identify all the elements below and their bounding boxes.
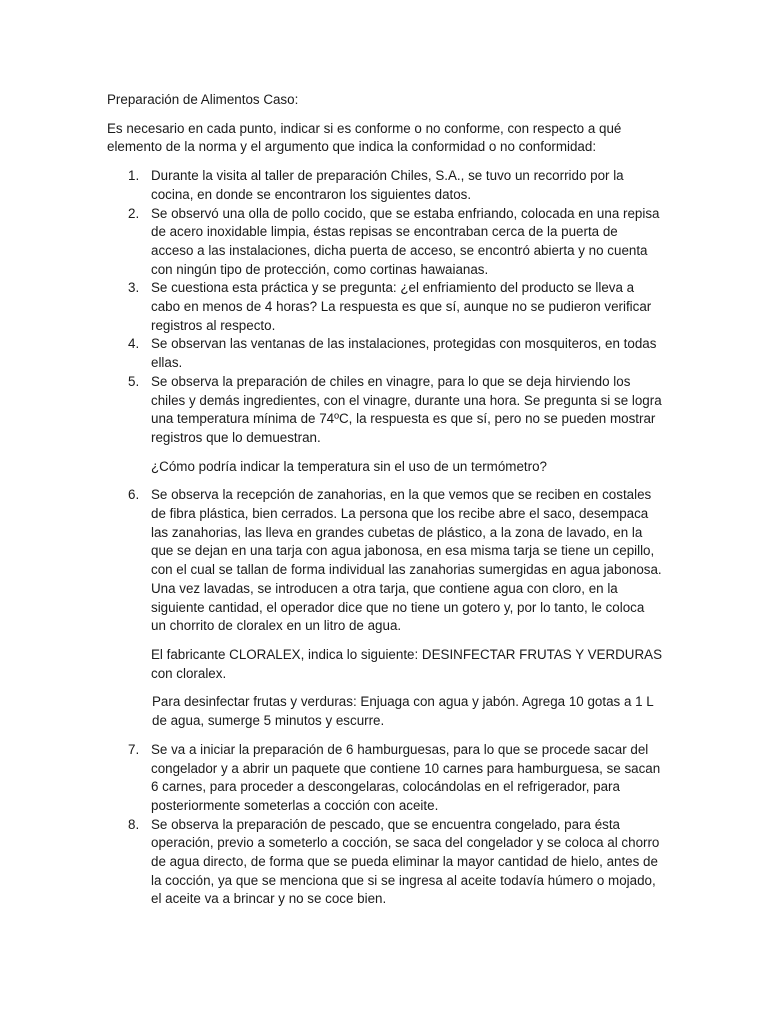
list-item-number: 3. <box>128 280 140 296</box>
list-item <box>107 205 662 280</box>
list-item-text: Se observó una olla de pollo cocido, que se estaba enfriando, colocada en una repisa de acero inoxidable limpia, éstas repisas se encontraban cerca de la puerta de acceso a las instalaciones, dicha puerta de acceso, se encontró abierta y no cuenta con ningún tipo de protección, como cortinas hawaianas. <box>151 205 660 277</box>
list-item-number: 7. <box>128 741 140 757</box>
list-item-text: Se observan las ventanas de las instalaciones, protegidas con mosquiteros, en todas ellas. <box>151 336 657 371</box>
list-item <box>107 741 662 816</box>
list-item <box>107 816 662 910</box>
list-item <box>107 279 662 335</box>
list-item <box>107 373 662 448</box>
list-item-text: Durante la visita al taller de preparación Chiles, S.A., se tuvo un recorrido por la cocina, en donde se encontraron los siguientes datos. <box>151 168 624 202</box>
cloralex-instructions: Para desinfectar frutas y verduras: Enjuaga con agua y jabón. Agrega 10 gotas a 1 L de agua, sumerge 5 minutos y escurre. <box>152 694 654 729</box>
list-item-text: Se cuestiona esta práctica y se pregunta: ¿el enfriamiento del producto se lleva a cabo en menos de 4 horas? La respuesta es que sí, aunque no se pudieron verificar registros al respecto. <box>151 280 652 333</box>
case-list <box>107 167 662 448</box>
list-item <box>107 167 662 204</box>
cloralex-note: El fabricante CLORALEX, indica lo siguiente: DESINFECTAR FRUTAS Y VERDURAS con cloralex. <box>151 646 663 681</box>
list-item-text: Se observa la preparación de chiles en vinagre, para lo que se deja hirviendo los chiles y demás ingredientes, con el vinagre, durante una hora. Se pregunta si se logra una temperatura mínima de 74ºC, la respuesta es que sí, pero no se pueden mostrar registros que lo demuestran. <box>151 373 662 445</box>
list-item-number: 6. <box>128 487 140 503</box>
list-item-number: 8. <box>128 816 140 832</box>
list-item <box>107 335 662 372</box>
list-item-text: Se va a iniciar la preparación de 6 hamburguesas, para lo que se procede sacar del congelador y a abrir un paquete que contiene 10 carnes para hamburguesa, se sacan 6 carnes, para proceder a descongelaras, colocándolas en el refrigerador, para posteriormente someterlas a cocción con aceite. <box>151 741 661 813</box>
list-item-number: 1. <box>128 168 140 184</box>
case-list-final <box>107 741 662 909</box>
document-title: Preparación de Alimentos Caso: <box>107 92 299 107</box>
list-item-text: Se observa la recepción de zanahorias, en la que vemos que se reciben en costales de fibra plástica, bien cerrados. La persona que los recibe abre el saco, desempaca las zanahorias, las lleva en grandes cubetas de plástico, a la zona de lavado, en la que se dejan en una tarja con agua jabonosa, en esa misma tarja se tiene un cepillo, con el cual se tallan de forma individual las zanahorias sumergidas en agua jabonosa. Una vez lavadas, se introducen a otra tarja, que contiene agua con cloro, en la siguiente cantidad, el operador dice que no tiene un gotero y, por lo tanto, le coloca un chorrito de cloralex en un litro de agua. <box>151 487 662 634</box>
list-item-number: 5. <box>128 373 140 389</box>
case-list-continued <box>107 486 662 636</box>
list-item-number: 2. <box>128 205 140 221</box>
document-body <box>107 91 662 909</box>
list-item <box>107 486 662 636</box>
document-intro: Es necesario en cada punto, indicar si es conforme o no conforme, con respecto a qué elemento de la norma y el argumento que indica la conformidad o no conformidad: <box>107 120 622 155</box>
list-item-text: Se observa la preparación de pescado, que se encuentra congelado, para ésta operación, previo a someterlo a cocción, se saca del congelador y se coloca al chorro de agua directo, de forma que se pueda eliminar la mayor cantidad de hielo, antes de la cocción, ya que se menciona que si se ingresa al aceite todavía húmero o mojado, el aceite va a brincar y no se coce bien. <box>151 816 660 907</box>
question-after-item-5: ¿Cómo podría indicar la temperatura sin el uso de un termómetro? <box>151 458 547 474</box>
list-item-number: 4. <box>128 336 140 352</box>
